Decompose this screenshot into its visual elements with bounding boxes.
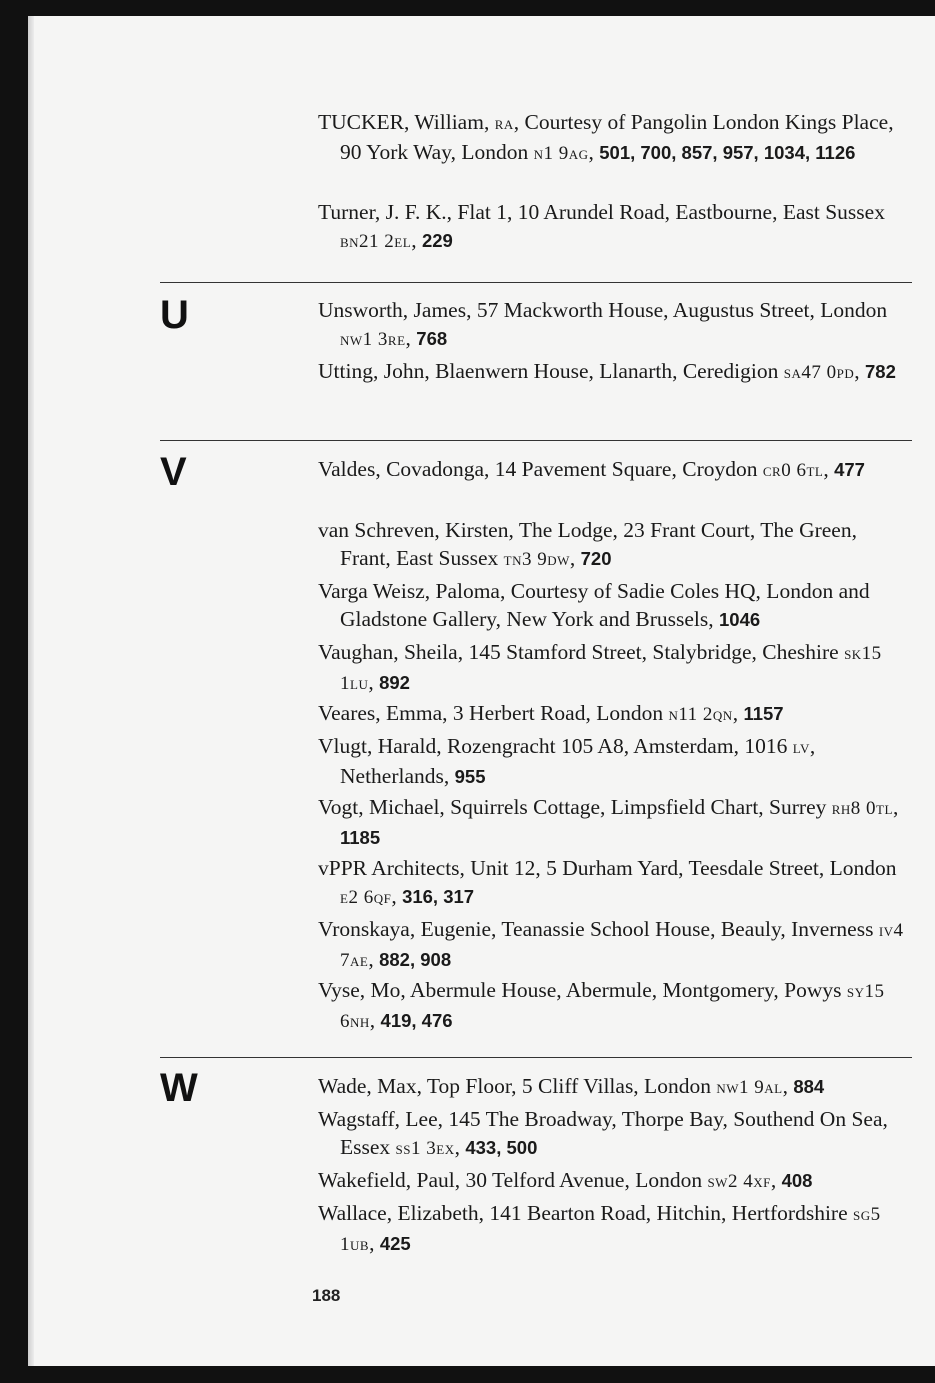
index-entry: Vlugt, Harald, Rozengracht 105 A8, Amsterdam, 1016 lv, Netherlands, 955	[318, 734, 816, 788]
index-entry: Vronskaya, Eugenie, Teanassie School House, Beauly, Inverness iv4 7ae, 882, 908	[318, 917, 904, 971]
section-letter: V	[160, 450, 187, 494]
index-entry: Veares, Emma, 3 Herbert Road, London n11 2qn, 1157	[318, 701, 784, 725]
index-entry: Wagstaff, Lee, 145 The Broadway, Thorpe Bay, Southend On Sea, Essex ss1 3ex, 433, 500	[318, 1107, 888, 1159]
page-number: 188	[312, 1286, 341, 1305]
index-entry: TUCKER, William, ra, Courtesy of Pangolin London Kings Place, 90 York Way, London n1 9ag, 501, 700, 857, 957, 1034, 1126	[318, 110, 894, 164]
index-entry: Wallace, Elizabeth, 141 Bearton Road, Hitchin, Hertfordshire sg5 1ub, 425	[318, 1201, 881, 1255]
index-entry: Valdes, Covadonga, 14 Pavement Square, Croydon cr0 6tl, 477	[318, 457, 865, 481]
section-divider	[160, 1057, 912, 1058]
index-entry: Vyse, Mo, Abermule House, Abermule, Montgomery, Powys sy15 6nh, 419, 476	[318, 978, 885, 1032]
section-letter: W	[160, 1066, 198, 1110]
section-letter: U	[160, 293, 189, 337]
index-entry: Wade, Max, Top Floor, 5 Cliff Villas, London nw1 9al, 884	[318, 1074, 825, 1098]
page-edge	[28, 16, 34, 1366]
section-divider	[160, 282, 912, 283]
index-entry: Wakefield, Paul, 30 Telford Avenue, London sw2 4xf, 408	[318, 1168, 813, 1192]
index-entry: Vogt, Michael, Squirrels Cottage, Limpsfield Chart, Surrey rh8 0tl, 1185	[318, 795, 899, 848]
index-entry: Utting, John, Blaenwern House, Llanarth, Ceredigion sa47 0pd, 782	[318, 359, 896, 383]
section-divider	[160, 440, 912, 441]
index-entry: vPPR Architects, Unit 12, 5 Durham Yard, Teesdale Street, London e2 6qf, 316, 317	[318, 856, 897, 908]
index-entry: Unsworth, James, 57 Mackworth House, Augustus Street, London nw1 3re, 768	[318, 298, 888, 350]
index-entry: van Schreven, Kirsten, The Lodge, 23 Frant Court, The Green, Frant, East Sussex tn3 9dw, 720	[318, 518, 857, 570]
index-entry: Vaughan, Sheila, 145 Stamford Street, Stalybridge, Cheshire sk15 1lu, 892	[318, 640, 882, 694]
index-entry: Turner, J. F. K., Flat 1, 10 Arundel Road, Eastbourne, East Sussex bn21 2el, 229	[318, 200, 885, 252]
index-entry: Varga Weisz, Paloma, Courtesy of Sadie Coles HQ, London and Gladstone Gallery, New York and Brussels, 1046	[318, 579, 870, 631]
